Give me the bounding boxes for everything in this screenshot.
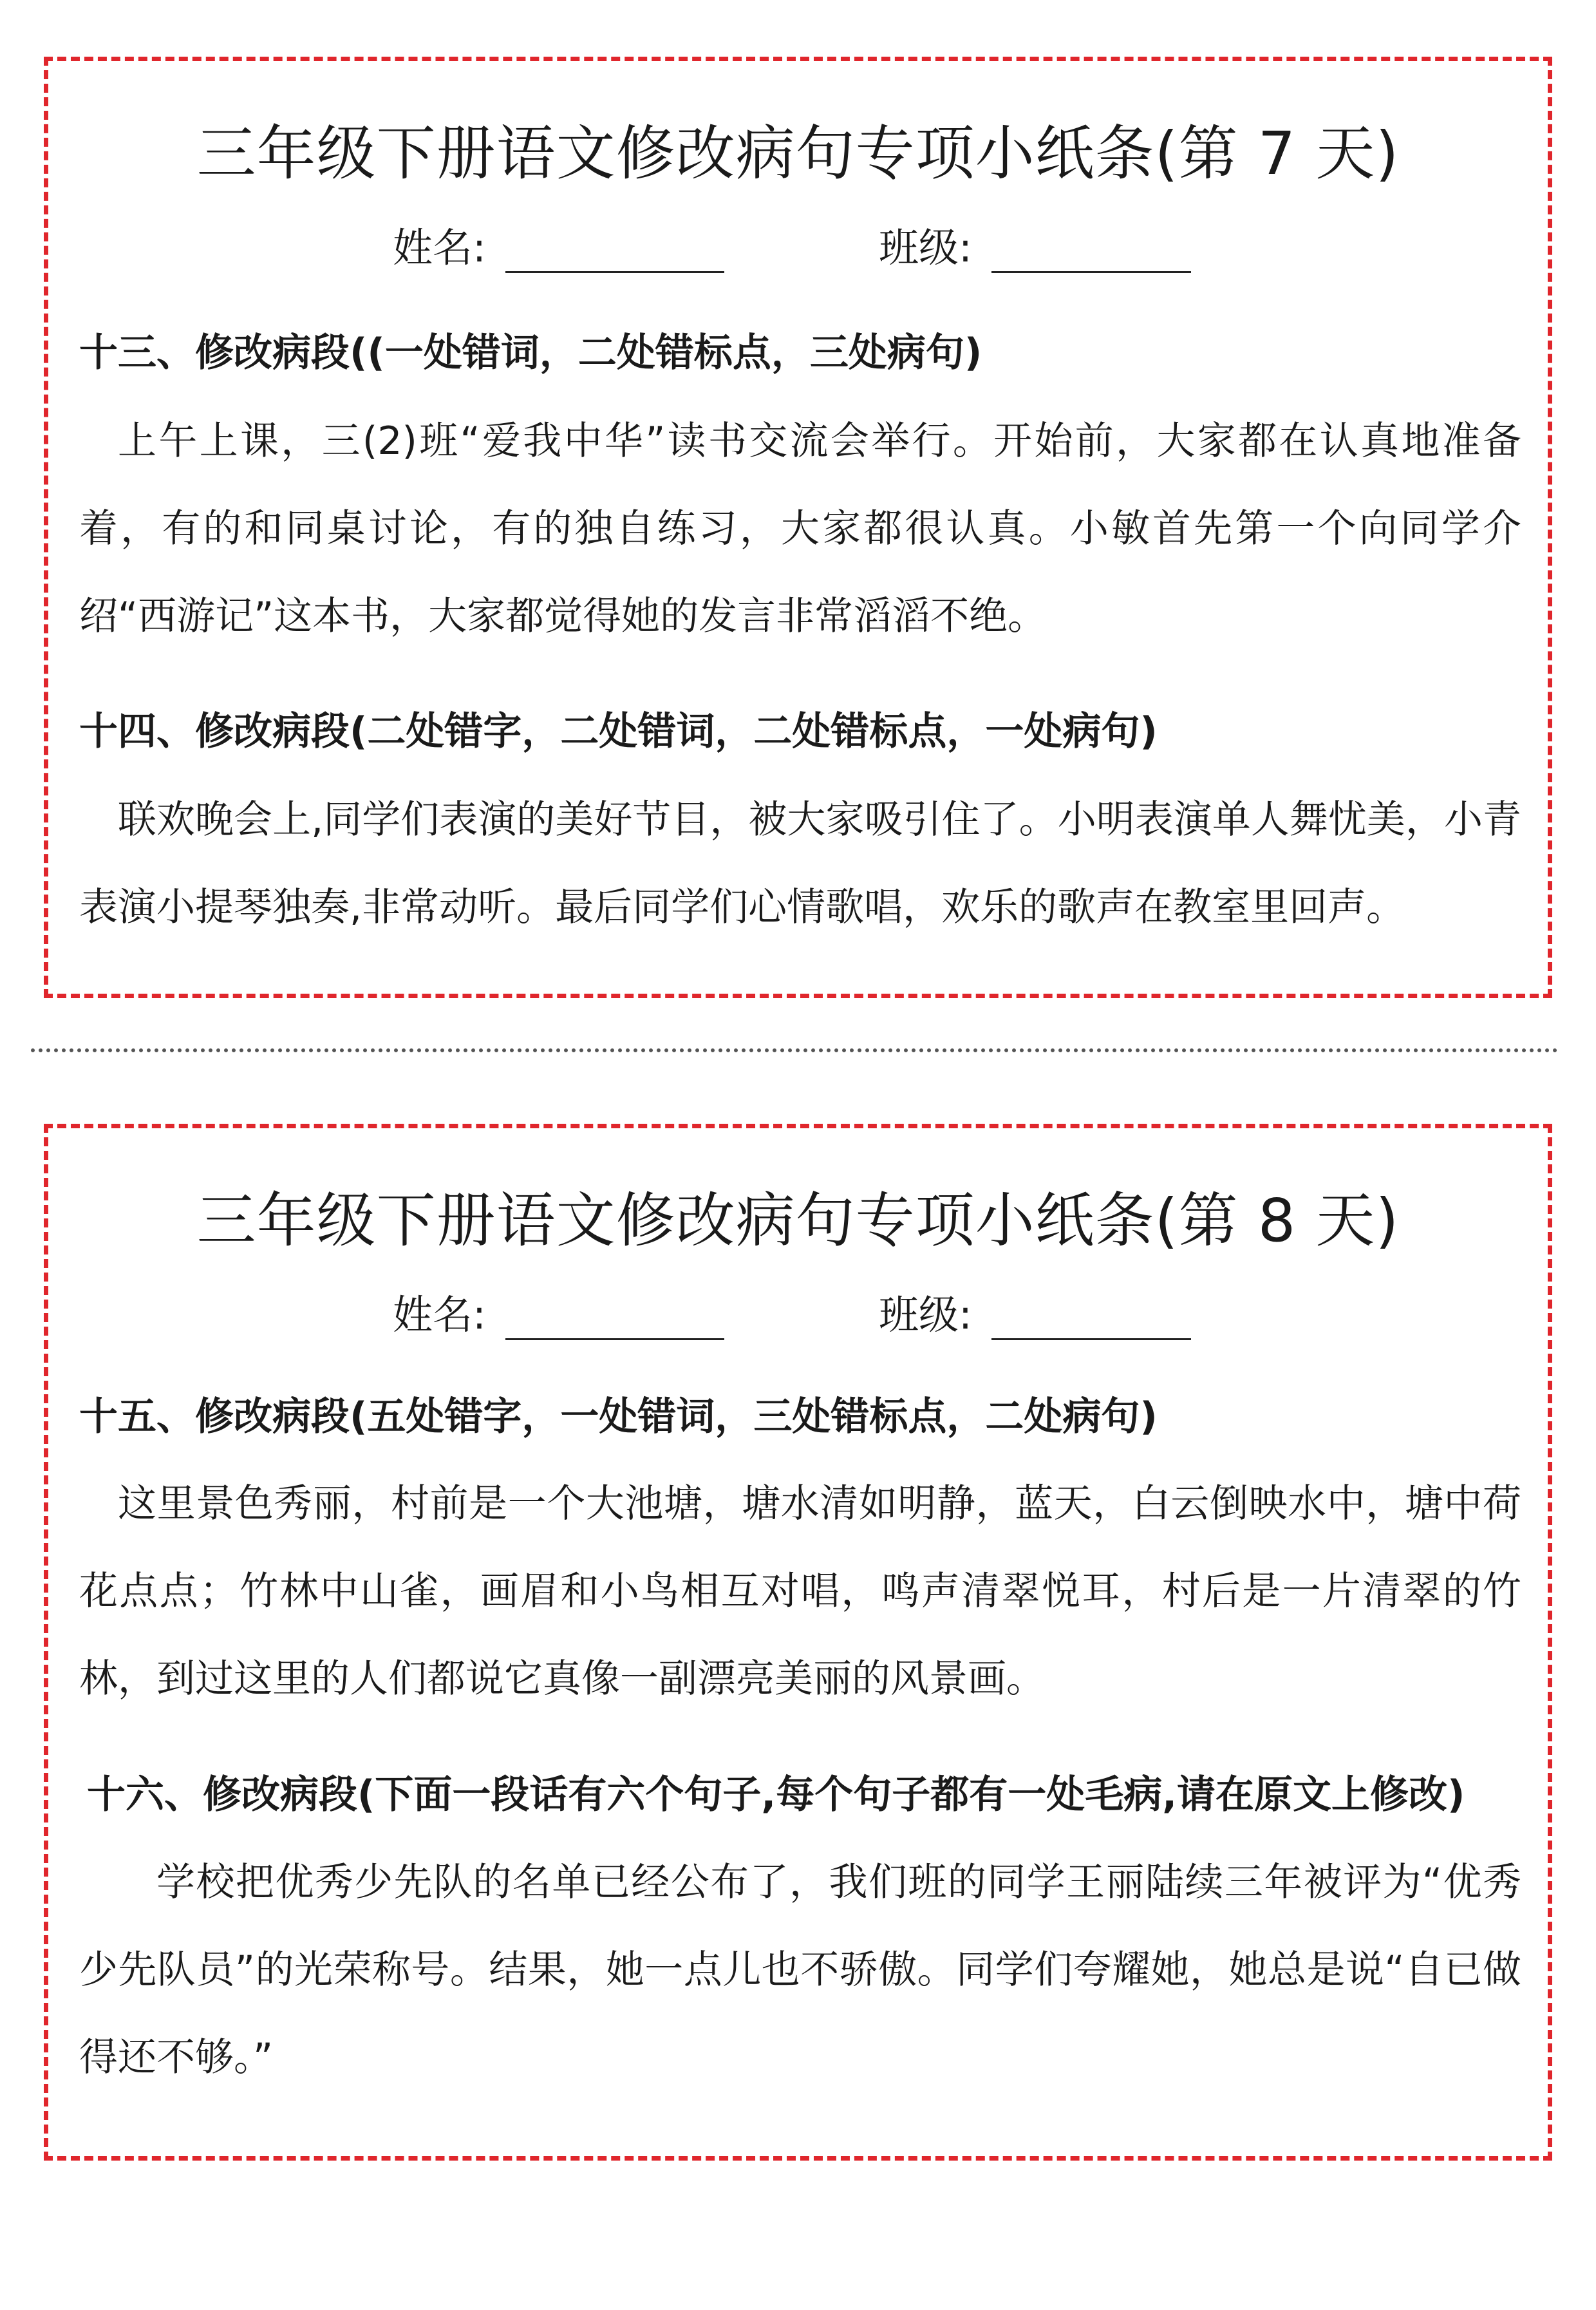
class-label: 班级: xyxy=(879,1291,972,1338)
question-13-text: 上午上课，三(2)班“爱我中华”读书交流会举行。开始前，大家都在认真地准备着，有的和同桌讨论，有的独自练习，大家都很认真。小敏首先第一个向同学介绍“西游记”这本书，大家都觉得她的发言非常滔滔不绝。 xyxy=(79,419,1521,639)
student-info-row xyxy=(48,216,1548,271)
class-field[interactable] xyxy=(879,1283,1191,1340)
question-14-heading: 十四、修改病段(二处错字，二处错词，二处错标点，一处病句) xyxy=(79,709,1158,754)
name-label: 姓名: xyxy=(393,1291,486,1338)
name-field[interactable] xyxy=(393,216,724,273)
student-info-row xyxy=(48,1283,1548,1338)
name-blank[interactable] xyxy=(505,232,724,273)
question-13-heading: 十三、修改病段((一处错词，二处错标点，三处病句) xyxy=(79,330,982,375)
worksheet-card-day-7 xyxy=(44,57,1552,998)
class-blank[interactable] xyxy=(991,232,1191,273)
sheet-title: 三年级下册语文修改病句专项小纸条(第 7 天) xyxy=(196,119,1400,188)
question-16-heading: 十六、修改病段(下面一段话有六个句子,每个句子都有一处毛病,请在原文上修改) xyxy=(87,1772,1465,1817)
name-field[interactable] xyxy=(393,1283,724,1340)
question-15-text: 这里景色秀丽，村前是一个大池塘，塘水清如明静，蓝天，白云倒映水中，塘中荷花点点；竹林中山雀，画眉和小鸟相互对唱，鸣声清翠悦耳，村后是一片清翠的竹林，到过这里的人们都说它真像一副漂亮美丽的风景画。 xyxy=(79,1481,1521,1701)
question-15-heading: 十五、修改病段(五处错字，一处错词，三处错标点，二处病句) xyxy=(79,1394,1158,1439)
sheet-title: 三年级下册语文修改病句专项小纸条(第 8 天) xyxy=(196,1186,1400,1255)
class-blank[interactable] xyxy=(991,1300,1191,1340)
class-field[interactable] xyxy=(879,216,1191,273)
name-label: 姓名: xyxy=(393,224,486,271)
class-label: 班级: xyxy=(879,224,972,271)
name-blank[interactable] xyxy=(505,1300,724,1340)
cut-line-separator xyxy=(31,1048,1558,1052)
question-16-text: 学校把优秀少先队的名单已经公布了，我们班的同学王丽陆续三年被评为“优秀少先队员”的光荣称号。结果，她一点儿也不骄傲。同学们夸耀她，她总是说“自已做得还不够。” xyxy=(79,1860,1521,2080)
worksheet-card-day-8 xyxy=(44,1124,1552,2161)
question-14-text: 联欢晚会上,同学们表演的美好节目，被大家吸引住了。小明表演单人舞忧美，小青表演小提琴独奏,非常动听。最后同学们心情歌唱，欢乐的歌声在教室里回声。 xyxy=(79,797,1521,930)
